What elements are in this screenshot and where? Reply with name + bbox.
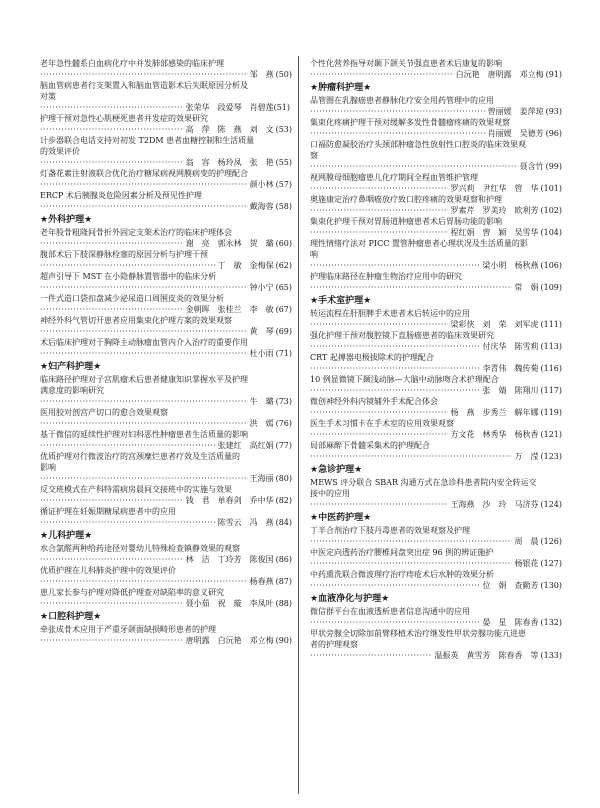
entry-title-line: 计步器联合电话支持对初发 T2DM 患者血糖控制和生活质量 — [40, 136, 255, 145]
entry-page-number: (65) — [275, 283, 292, 292]
entry-page-number: (102) — [540, 206, 562, 215]
entry-title-line: 牵张成骨术应用于严重牙颌面缺损畸形患者的护理 — [40, 625, 216, 634]
entry-authors: 戴海蓉 — [249, 202, 274, 211]
section-heading: ★肿瘤科护理★ — [310, 83, 372, 93]
entry-page-number: (132) — [540, 618, 562, 627]
entry-author-row — [40, 69, 292, 80]
toc-entry[interactable] — [40, 249, 292, 271]
entry-author-row — [310, 205, 562, 216]
toc-entry[interactable] — [310, 271, 562, 293]
entry-authors: 丁 敏 金梅保 — [217, 261, 274, 270]
dot-leader — [40, 495, 184, 506]
entry-authors: 梁彩侠 刘 荣 刘军虎 — [450, 320, 539, 329]
dot-leader — [40, 260, 216, 271]
entry-title-line: 奥施康定治疗鼻咽癌放疗致口腔疼痛的效果观察和护理 — [310, 195, 502, 204]
dot-leader — [310, 650, 432, 661]
dot-leader — [310, 205, 448, 216]
entry-title-line: 基于微信的延续性护理对妇科恶性肿瘤患者生活质量的影响 — [40, 430, 248, 439]
entry-page-number: (62) — [275, 261, 292, 270]
toc-left-column — [40, 58, 292, 646]
entry-title-line: 护理临床路径在肿瘤生物治疗应用中的研究 — [310, 272, 462, 281]
entry-author-row — [40, 179, 292, 190]
entry-page-number: (69) — [275, 327, 292, 336]
dot-leader — [40, 517, 216, 528]
entry-page-number: (121) — [540, 430, 562, 439]
dot-leader — [40, 635, 184, 646]
dot-leader — [310, 407, 448, 418]
entry-title-line: 强化护理干预对腹腔镜下直肠癌患者的临床效果研究 — [310, 331, 494, 340]
toc-entry[interactable] — [40, 227, 292, 249]
entry-authors: 温振英 黄雪芳 陈春香 等 — [434, 651, 539, 660]
dot-leader — [310, 227, 448, 238]
entry-authors: 唐明露 白沅艳 邓立梅 — [185, 636, 274, 645]
dot-leader — [310, 363, 480, 374]
toc-entry[interactable] — [310, 477, 562, 510]
entry-page-number: (126) — [540, 537, 562, 546]
entry-author-row — [310, 260, 562, 271]
entry-page-number: (86) — [275, 555, 292, 564]
entry-authors: 王海燕 沙 玲 马济芬 — [450, 500, 539, 509]
entry-authors: 周 晨 — [514, 537, 539, 546]
entry-title-line: 患儿家长参与护理对降低护理查对缺陷率的意义研究 — [40, 588, 224, 597]
entry-authors: 谢 亮 郭永林 贺 璐 — [185, 239, 274, 248]
section-heading: ★外科护理★ — [40, 215, 93, 225]
entry-title-line: CRT 起搏器电极拔除术的护理配合 — [310, 353, 434, 362]
entry-author-row — [310, 385, 562, 396]
toc-entry[interactable] — [40, 565, 292, 587]
entry-authors: 颜小林 — [249, 180, 274, 189]
entry-title-line: 理性情绪疗法对 PICC 置管肿瘤患者心理状况及生活质量的影 — [310, 239, 528, 248]
entry-author-row — [40, 440, 292, 451]
toc-entry[interactable] — [310, 352, 562, 374]
entry-page-number: (116) — [540, 364, 562, 373]
toc-entry[interactable] — [40, 587, 292, 609]
entry-author-row — [310, 407, 562, 418]
column-divider — [298, 56, 299, 794]
entry-author-row — [40, 495, 292, 506]
entry-authors: 洪 嫣 — [249, 419, 274, 428]
dot-leader — [40, 304, 184, 315]
entry-author-row — [40, 124, 292, 135]
entry-title-line: 腹部术后下肢深静脉栓塞的原因分析与护理干预 — [40, 250, 208, 259]
dot-leader — [40, 157, 184, 168]
entry-authors: 聂含竹 — [519, 162, 544, 171]
dot-leader — [310, 451, 512, 462]
entry-title-line: 微信群平台在血液透析患者信息沟通中的应用 — [310, 607, 470, 616]
entry-page-number: (88) — [275, 599, 292, 608]
toc-entry[interactable] — [40, 80, 292, 113]
entry-title-line: 口福防愈凝胶治疗头颈部肿瘤急性放射性口腔炎的临床效果观 — [310, 140, 526, 149]
entry-title-line: 神经外科气管切开患者应用集束化护理方案的效果观察 — [40, 316, 232, 325]
entry-author-row — [310, 580, 562, 591]
dot-leader — [40, 124, 184, 135]
section-heading: ★血液净化与护理★ — [310, 594, 390, 604]
toc-entry[interactable] — [40, 543, 292, 565]
toc-entry[interactable] — [310, 95, 562, 117]
entry-authors: 翁 容 杨玲凤 张 艳 — [185, 158, 274, 167]
entry-title-line: 超声引导下 MST 在小隐静脉置管器中的临床分析 — [40, 272, 217, 281]
dot-leader — [310, 282, 512, 293]
entry-page-number: (111) — [540, 320, 562, 329]
entry-title-line: 集束化护理干预对胃肠道肿瘤患者术后胃肠功能的影响 — [310, 217, 502, 226]
entry-title-line: 反交班模式在产科特需病房晨间交接班中的实施与效果 — [40, 485, 232, 494]
dot-leader — [310, 260, 480, 271]
entry-authors: 牛 璐 — [249, 397, 274, 406]
entry-authors: 罗素芹 罗美玲 欧利芳 — [450, 206, 539, 215]
entry-author-row — [40, 554, 292, 565]
entry-title-line: 微创神经外科内镜辅外手术配合体会 — [310, 397, 438, 406]
entry-page-number: (55) — [275, 158, 292, 167]
entry-author-row — [40, 598, 292, 609]
entry-title-line: 局部麻醉下骨髓采集术的护理配合 — [310, 441, 430, 450]
dot-leader — [40, 418, 248, 429]
toc-entry[interactable] — [40, 374, 292, 407]
entry-author-row — [40, 238, 292, 249]
dot-leader — [40, 348, 248, 359]
entry-authors: 付庆华 陈雪莉 — [482, 342, 539, 351]
entry-page-number: (76) — [275, 419, 292, 428]
entry-author-row — [310, 363, 562, 374]
entry-author-row — [310, 282, 562, 293]
entry-author-row — [310, 106, 562, 117]
entry-author-row — [310, 69, 562, 80]
entry-title-line: 医用胶对剖宫产切口的愈合效果观察 — [40, 408, 168, 417]
dot-leader — [40, 473, 248, 484]
dot-leader — [310, 617, 480, 628]
entry-title-line: ERCP 术后胰腺炎危险因素分析及预见性护理 — [40, 191, 202, 200]
entry-page-number: (101) — [540, 184, 562, 193]
entry-page-number: (104) — [540, 228, 562, 237]
entry-page-number: (117) — [540, 386, 562, 395]
entry-title-line: 灯盏花素注射液联合优化治疗糖尿病视网膜病变的护理配合 — [40, 169, 248, 178]
dot-leader — [40, 282, 248, 293]
toc-right-column — [310, 58, 562, 661]
entry-page-number: (77) — [275, 441, 292, 450]
entry-title-line: 视网膜母细胞瘤患儿化疗期间全程血管维护管理 — [310, 173, 478, 182]
entry-author-row — [310, 499, 562, 510]
entry-title-line: 老年股骨粗隆间骨折外固定支架术治疗的临床护理体会 — [40, 228, 232, 237]
entry-title-line: 10 例显微镜下颞浅动脉—大脑中动脉吻合术护理配合 — [310, 375, 499, 384]
entry-title-line: 响 — [310, 250, 318, 259]
toc-entry[interactable] — [40, 429, 292, 451]
entry-title-line: 医生手术习惯卡在手术室的应用效果观察 — [310, 419, 454, 428]
entry-author-row — [40, 348, 292, 359]
toc-entry[interactable] — [310, 216, 562, 238]
entry-authors: 黄 琴 — [249, 327, 274, 336]
entry-author-row — [310, 319, 562, 330]
entry-authors: 罗兴莉 尹红华 管 华 — [450, 184, 539, 193]
entry-title-line: MEWS 评分联合 SBAR 沟通方式在急诊科患者院内安全转运交 — [310, 478, 537, 487]
entry-title-line: 循证护理在妊娠期糖尿病患者中的应用 — [40, 507, 176, 516]
entry-author-row — [40, 396, 292, 407]
entry-authors: 林 洁 丁玲芳 陈俊国 — [185, 555, 274, 564]
entry-page-number: (82) — [275, 496, 292, 505]
toc-entry[interactable] — [310, 117, 562, 139]
entry-page-number: (50) — [275, 70, 292, 79]
toc-entry[interactable] — [310, 374, 562, 396]
entry-authors: 张 婧 陈翔川 — [482, 386, 539, 395]
entry-title-line: 接中的应用 — [310, 489, 350, 498]
entry-page-number: (90) — [275, 636, 292, 645]
entry-authors: 杨银花 — [514, 559, 539, 568]
entry-author-row — [310, 128, 562, 139]
section-heading: ★急诊护理★ — [310, 465, 363, 475]
dot-leader — [310, 319, 448, 330]
entry-author-row — [310, 429, 562, 440]
entry-page-number: (113) — [540, 342, 562, 351]
dot-leader — [310, 183, 448, 194]
entry-page-number: (67) — [275, 305, 292, 314]
dot-leader — [40, 598, 184, 609]
toc-entry[interactable] — [40, 113, 292, 135]
entry-title-line: 的效果评价 — [40, 147, 80, 156]
toc-entry[interactable] — [310, 194, 562, 216]
entry-page-number: (123) — [540, 452, 562, 461]
entry-title-line: 察 — [310, 151, 318, 160]
entry-page-number: (130) — [540, 581, 562, 590]
toc-entry[interactable] — [40, 624, 292, 646]
entry-author-row — [40, 157, 292, 168]
dot-leader — [40, 238, 184, 249]
toc-entry[interactable] — [40, 271, 292, 293]
toc-entry[interactable] — [310, 238, 562, 271]
entry-authors: 常 娟 — [514, 283, 539, 292]
entry-authors: 万 滢 — [514, 452, 539, 461]
toc-entry[interactable] — [40, 293, 292, 315]
entry-authors: 金朝晖 张桂兰 李 敏 — [185, 305, 274, 314]
entry-page-number: (96) — [545, 129, 562, 138]
entry-title-line: 个性化营养指导对颞下颌关节强直患者术后康复的影响 — [310, 59, 502, 68]
toc-entry[interactable] — [310, 139, 562, 172]
dot-leader — [40, 396, 248, 407]
entry-title-line: 影响 — [40, 463, 56, 472]
toc-entry[interactable] — [310, 606, 562, 628]
toc-entry[interactable] — [40, 484, 292, 506]
entry-author-row — [310, 161, 562, 172]
entry-author-row — [40, 635, 292, 646]
entry-title-line: 一件式造口袋扣盘减少泌尿造口周围皮炎的效果分析 — [40, 294, 224, 303]
toc-entry[interactable] — [40, 506, 292, 528]
dot-leader — [40, 440, 216, 451]
entry-authors: 聂小茹 祝 璇 李凤叶 — [185, 599, 274, 608]
toc-entry[interactable] — [310, 525, 562, 547]
entry-authors: 高 萍 陈 燕 刘 文 — [185, 125, 274, 134]
toc-entry[interactable] — [310, 396, 562, 418]
entry-page-number: (84) — [275, 518, 292, 527]
entry-title-line: 甲状旁腺全切除加前臂移植术治疗继发性甲状旁腺功能亢进患 — [310, 629, 526, 638]
entry-authors: 邹 燕 — [249, 70, 274, 79]
entry-page-number: (109) — [540, 283, 562, 292]
dot-leader — [310, 341, 480, 352]
entry-page-number: (124) — [540, 500, 562, 509]
toc-entry[interactable] — [310, 547, 562, 569]
dot-leader — [40, 326, 248, 337]
section-heading: ★儿科护理★ — [40, 531, 93, 541]
dot-leader — [310, 558, 512, 569]
entry-author-row — [310, 183, 562, 194]
section-heading: ★手术室护理★ — [310, 296, 372, 306]
entry-authors: 曾丽媛 姜萍琼 — [487, 107, 544, 116]
toc-entry[interactable] — [40, 58, 292, 80]
dot-leader — [40, 69, 248, 80]
dot-leader — [40, 576, 248, 587]
dot-leader — [310, 429, 448, 440]
entry-author-row — [310, 558, 562, 569]
entry-title-line: 中药熏洗联合微波理疗治疗痔疮术后水肿的效果分析 — [310, 570, 494, 579]
toc-entry[interactable] — [40, 451, 292, 484]
toc-entry[interactable] — [310, 308, 562, 330]
toc-entry[interactable] — [310, 440, 562, 462]
section-heading: ★中医药护理★ — [310, 513, 372, 523]
dot-leader — [310, 499, 448, 510]
entry-authors: 李青伟 魏传菊 — [482, 364, 539, 373]
entry-author-row — [310, 451, 562, 462]
toc-entry[interactable] — [310, 569, 562, 591]
entry-page-number: (91) — [545, 70, 562, 79]
entry-page-number: (99) — [545, 162, 562, 171]
entry-author-row — [310, 617, 562, 628]
section-heading: ★妇产科护理★ — [40, 362, 102, 372]
entry-title-line: 集束化疼痛护理干预对缓解多发性骨髓瘤疼痛的效果观察 — [310, 118, 510, 127]
entry-authors: 张荣华 段爱琴 肖碧莲(51) — [185, 103, 290, 112]
toc-entry[interactable] — [40, 315, 292, 337]
entry-title-line: 护理干预对急性心肌梗死患者并发症的效果研究 — [40, 114, 208, 123]
entry-title-line: 临床路径护理对子宫肌瘤术后患者健康知识掌握水平及护理 — [40, 375, 248, 384]
entry-authors: 王海丽 — [249, 474, 274, 483]
entry-page-number: (80) — [275, 474, 292, 483]
entry-title-line: 老年急性髓系白血病化疗中并发肺部感染的临床护理 — [40, 59, 224, 68]
toc-entry[interactable] — [310, 330, 562, 352]
dot-leader — [310, 536, 512, 547]
entry-title-line: 优质护理对行微波治疗的宫颈糜烂患者疗效及生活质量的 — [40, 452, 240, 461]
entry-authors: 方文花 林秀华 杨秋香 — [450, 430, 539, 439]
entry-page-number: (106) — [540, 261, 562, 270]
entry-author-row — [310, 536, 562, 547]
entry-authors: 陈雪云 冯 燕 — [217, 518, 274, 527]
toc-entry[interactable] — [40, 168, 292, 190]
entry-title-line: 水合氯醛两种给药途径对婴幼儿特殊检查镇静效果的观察 — [40, 544, 240, 553]
entry-title-line: 丁半合剂治疗下肢丹毒患者的效果观察及护理 — [310, 526, 470, 535]
dot-leader — [310, 580, 480, 591]
entry-author-row — [40, 304, 292, 315]
entry-authors: 位 娟 查勤芳 — [482, 581, 539, 590]
entry-author-row — [40, 517, 292, 528]
entry-page-number: (58) — [275, 202, 292, 211]
toc-entry[interactable] — [310, 172, 562, 194]
entry-author-row — [40, 260, 292, 271]
entry-author-row — [310, 227, 562, 238]
entry-title-line: 优质护理在儿科肺炎护理中的效果评价 — [40, 566, 176, 575]
entry-page-number: (73) — [275, 397, 292, 406]
entry-title-line: 品管圈在乳腺癌患者静脉化疗安全用药管理中的应用 — [310, 96, 494, 105]
entry-title-line: 脑血管病患者行支架置入和脑血管造影术后失眠原因分析及 — [40, 81, 248, 90]
entry-authors: 晏 星 陈春香 — [482, 618, 539, 627]
entry-authors: 钱 君 单春剑 乔中华 — [185, 496, 274, 505]
entry-authors: 梁小明 杨秋燕 — [482, 261, 539, 270]
toc-entry[interactable] — [310, 628, 562, 661]
dot-leader — [310, 69, 454, 80]
entry-page-number: (57) — [275, 180, 292, 189]
entry-authors: 白沅艳 唐明露 邓立梅 — [455, 70, 544, 79]
dot-leader — [40, 179, 248, 190]
dot-leader — [310, 106, 486, 117]
entry-authors: 杜小雨 — [249, 349, 274, 358]
entry-title-line: 中医定向透药治疗腰椎间盘突出症 96 例的辨证施护 — [310, 548, 494, 557]
toc-entry[interactable] — [40, 135, 292, 168]
entry-page-number: (53) — [275, 125, 292, 134]
dot-leader — [40, 554, 184, 565]
dot-leader — [40, 201, 248, 212]
toc-entry[interactable] — [310, 418, 562, 440]
entry-author-row — [40, 418, 292, 429]
entry-authors: 钟小宁 — [249, 283, 274, 292]
entry-page-number: (71) — [275, 349, 292, 358]
entry-authors: 程红娟 曾 颖 吴雪华 — [450, 228, 539, 237]
dot-leader — [310, 385, 480, 396]
entry-author-row — [40, 576, 292, 587]
dot-leader — [310, 128, 486, 139]
entry-page-number: (93) — [545, 107, 562, 116]
entry-authors: 张建红 高红娟 — [217, 441, 274, 450]
entry-author-row — [40, 282, 292, 293]
entry-page-number: (60) — [275, 239, 292, 248]
entry-author-row — [40, 102, 292, 113]
toc-entry[interactable] — [40, 190, 292, 212]
entry-title-line: 者的护理观察 — [310, 640, 358, 649]
entry-authors: 肖丽媛 吴德芳 — [487, 129, 544, 138]
entry-author-row — [310, 650, 562, 661]
section-heading: ★口腔科护理★ — [40, 612, 102, 622]
entry-title-line: 转运流程在肝胆脾手术患者术后转运中的应用 — [310, 309, 470, 318]
entry-page-number: (133) — [540, 651, 562, 660]
entry-page-number: (127) — [540, 559, 562, 568]
entry-author-row — [40, 326, 292, 337]
toc-entry[interactable] — [40, 407, 292, 429]
toc-entry[interactable] — [310, 58, 562, 80]
dot-leader — [310, 161, 518, 172]
entry-authors: 杨春燕 — [249, 577, 274, 586]
dot-leader — [40, 102, 184, 113]
entry-page-number: (87) — [275, 577, 292, 586]
entry-author-row — [40, 201, 292, 212]
entry-title-line: 术后临床护理对于胸降主动脉瘤血管内介入治疗的重要作用 — [40, 338, 248, 347]
entry-page-number: (119) — [540, 408, 562, 417]
entry-authors: 杨 燕 步秀兰 解年娜 — [450, 408, 539, 417]
entry-author-row — [40, 473, 292, 484]
entry-title-line: 对策 — [40, 92, 56, 101]
entry-author-row — [310, 341, 562, 352]
toc-entry[interactable] — [40, 337, 292, 359]
entry-title-line: 满意度的影响研究 — [40, 386, 104, 395]
